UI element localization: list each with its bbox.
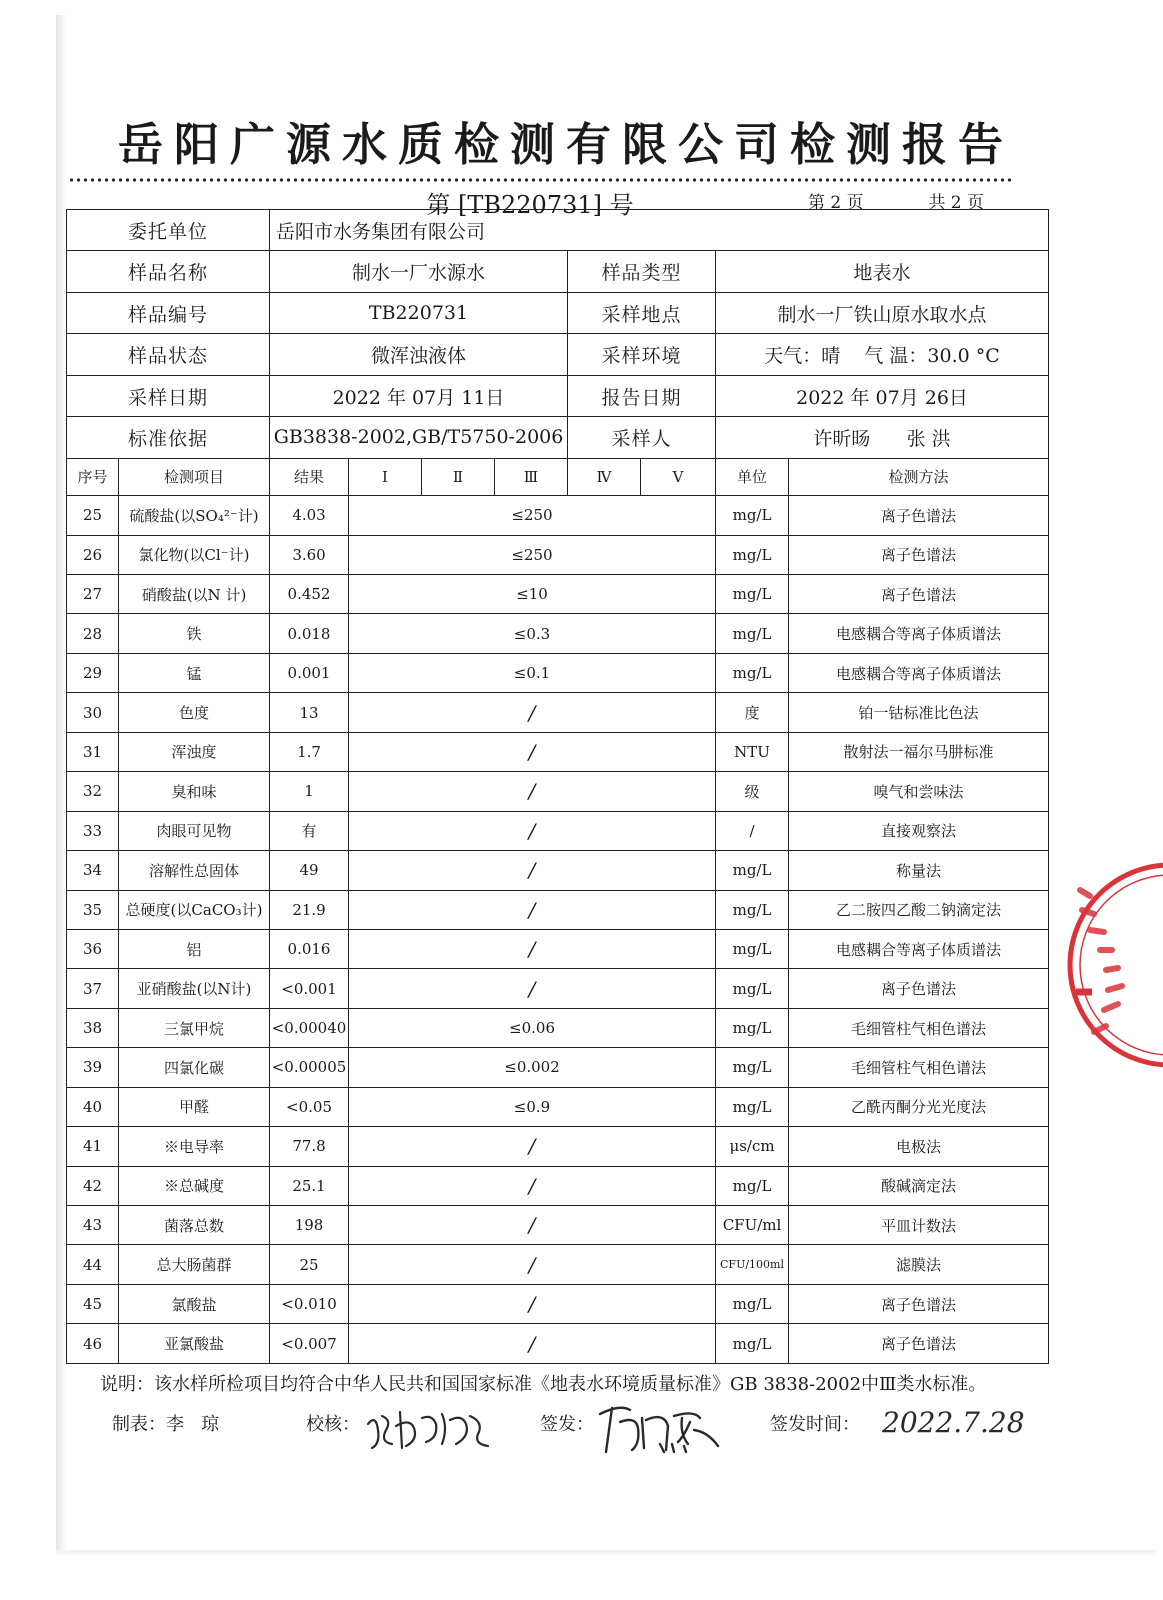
table-row [67,575,1049,614]
standard-value: GB3838-2002,GB/T5750-2006 [270,417,568,458]
row-item: 肉眼可见物 [119,811,270,850]
row-unit: CFU/ml [716,1206,789,1245]
row-limit: ≤10 [349,575,716,614]
table-row [67,811,1049,850]
row-result: 25.1 [270,1166,349,1205]
row-method: 酸碱滴定法 [789,1166,1049,1205]
row-unit: mg/L [716,1008,789,1047]
issuer-signature [590,1400,730,1460]
row-unit: mg/L [716,614,789,653]
row-no: 32 [67,772,119,811]
table-row [67,851,1049,890]
col-class-4: Ⅳ [568,458,641,495]
table-row [67,1245,1049,1284]
row-no: 36 [67,929,119,968]
row-no: 42 [67,1166,119,1205]
report-date-value: 2022 年 07月 26日 [716,375,1049,416]
row-limit: / [349,732,716,771]
col-item: 检测项目 [119,458,270,495]
row-method: 称量法 [789,851,1049,890]
row-result: <0.010 [270,1284,349,1323]
row-item: 色度 [119,693,270,732]
row-item: 氯化物(以Cl⁻计) [119,535,270,574]
header-row-state [67,334,1049,375]
sample-date-label: 采样日期 [67,375,270,416]
row-no: 45 [67,1284,119,1323]
row-unit: 级 [716,772,789,811]
row-method: 铂一钴标准比色法 [789,693,1049,732]
row-unit: mg/L [716,890,789,929]
row-method: 离子色谱法 [789,575,1049,614]
sample-name-label: 样品名称 [67,251,270,292]
reviewer-signature [362,1404,512,1452]
row-item: 总硬度(以CaCO₃计) [119,890,270,929]
table-row [67,969,1049,1008]
row-item: 四氯化碳 [119,1048,270,1087]
scan-bottom-edge [56,1550,1156,1556]
row-method: 嗅气和尝味法 [789,772,1049,811]
report-table [66,209,1049,1364]
row-limit: / [349,1284,716,1323]
row-unit: mg/L [716,969,789,1008]
row-unit: mg/L [716,575,789,614]
row-limit: ≤250 [349,535,716,574]
col-method: 检测方法 [789,458,1049,495]
issue-time-label: 签发时间： [770,1414,860,1435]
row-no: 31 [67,732,119,771]
row-result: 25 [270,1245,349,1284]
sampler-label: 采样人 [568,417,716,458]
row-method: 离子色谱法 [789,1284,1049,1323]
row-no: 33 [67,811,119,850]
row-method: 毛细管柱气相色谱法 [789,1048,1049,1087]
row-limit: ≤250 [349,496,716,535]
col-class-5: Ⅴ [641,458,716,495]
row-limit: / [349,693,716,732]
row-method: 直接观察法 [789,811,1049,850]
row-item: ※总碱度 [119,1166,270,1205]
row-result: <0.001 [270,969,349,1008]
row-result: 0.016 [270,929,349,968]
row-result: 有 [270,811,349,850]
row-unit: CFU/100ml [716,1245,789,1284]
table-row [67,614,1049,653]
report-note: 说明：该水样所检项目均符合中华人民共和国国家标准《地表水环境质量标准》GB 3838-2002中Ⅲ类水标准。 [100,1374,987,1395]
state-value: 微浑浊液体 [270,334,568,375]
row-limit: / [349,929,716,968]
row-item: 亚硝酸盐(以N计) [119,969,270,1008]
row-unit: mg/L [716,1324,789,1364]
row-limit: / [349,890,716,929]
row-unit: μs/cm [716,1127,789,1166]
row-result: <0.007 [270,1324,349,1364]
row-method: 离子色谱法 [789,496,1049,535]
row-no: 44 [67,1245,119,1284]
row-item: 硫酸盐(以SO₄²⁻计) [119,496,270,535]
client-label: 委托单位 [67,210,270,251]
table-row [67,732,1049,771]
table-row [67,1284,1049,1323]
row-limit: ≤0.002 [349,1048,716,1087]
row-item: 浑浊度 [119,732,270,771]
row-result: 21.9 [270,890,349,929]
row-result: 49 [270,851,349,890]
issuer-label: 签发： [540,1414,594,1435]
row-result: 1 [270,772,349,811]
row-method: 离子色谱法 [789,1324,1049,1364]
table-row [67,1166,1049,1205]
col-class-2: Ⅱ [422,458,495,495]
page-total: 共 2 页 [928,193,985,213]
reviewer-label: 校核： [306,1414,360,1435]
row-item: 铁 [119,614,270,653]
maker: 制表：李 琼 [112,1414,220,1435]
row-unit: mg/L [716,496,789,535]
row-result: 1.7 [270,732,349,771]
row-result: 4.03 [270,496,349,535]
row-item: 亚氯酸盐 [119,1324,270,1364]
row-unit: mg/L [716,1284,789,1323]
row-unit: mg/L [716,851,789,890]
row-item: 总大肠菌群 [119,1245,270,1284]
row-item: 硝酸盐(以N 计) [119,575,270,614]
row-no: 25 [67,496,119,535]
row-method: 电极法 [789,1127,1049,1166]
dotted-separator [68,177,1012,183]
row-item: 溶解性总固体 [119,851,270,890]
row-no: 40 [67,1087,119,1126]
row-no: 26 [67,535,119,574]
row-unit: mg/L [716,1087,789,1126]
row-no: 38 [67,1008,119,1047]
table-row [67,1048,1049,1087]
row-unit: / [716,811,789,850]
standard-label: 标准依据 [67,417,270,458]
report-number: 第 [TB220731] 号 [426,191,634,219]
row-method: 乙酰丙酮分光光度法 [789,1087,1049,1126]
row-item: 铝 [119,929,270,968]
page-current: 第 2 页 [808,193,864,213]
row-unit: mg/L [716,653,789,692]
table-row [67,1206,1049,1245]
issue-time-text: 2022.7.28 [882,1406,1025,1439]
row-limit: / [349,851,716,890]
row-item: 菌落总数 [119,1206,270,1245]
row-limit: ≤0.3 [349,614,716,653]
row-limit: / [349,969,716,1008]
row-limit: / [349,772,716,811]
row-method: 乙二胺四乙酸二钠滴定法 [789,890,1049,929]
row-limit: / [349,1324,716,1364]
table-row [67,1008,1049,1047]
row-method: 电感耦合等离子体质谱法 [789,614,1049,653]
table-row [67,653,1049,692]
row-unit: mg/L [716,1166,789,1205]
row-result: <0.00040 [270,1008,349,1047]
row-method: 离子色谱法 [789,535,1049,574]
table-row [67,1087,1049,1126]
stamp-lettering [1080,890,1122,1032]
row-item: 锰 [119,653,270,692]
row-item: 臭和味 [119,772,270,811]
site-value: 制水一厂铁山原水取水点 [716,292,1049,333]
row-result: 13 [270,693,349,732]
table-row [67,693,1049,732]
row-result: <0.05 [270,1087,349,1126]
sample-name-value: 制水一厂水源水 [270,251,568,292]
row-no: 28 [67,614,119,653]
sample-type-value: 地表水 [716,251,1049,292]
col-no: 序号 [67,458,119,495]
header-row-dates [67,375,1049,416]
header-row-client [67,210,1049,251]
row-limit: ≤0.06 [349,1008,716,1047]
col-class-1: Ⅰ [349,458,422,495]
row-no: 35 [67,890,119,929]
row-limit: ≤0.9 [349,1087,716,1126]
row-no: 39 [67,1048,119,1087]
row-no: 29 [67,653,119,692]
sample-no-value: TB220731 [270,292,568,333]
row-method: 离子色谱法 [789,969,1049,1008]
row-result: 0.452 [270,575,349,614]
row-item: ※电导率 [119,1127,270,1166]
row-result: 3.60 [270,535,349,574]
row-no: 27 [67,575,119,614]
table-row [67,496,1049,535]
table-row [67,1127,1049,1166]
row-limit: ≤0.1 [349,653,716,692]
official-stamp [1060,850,1163,1080]
row-limit: / [349,1166,716,1205]
row-limit: / [349,1127,716,1166]
sampler-value: 许昕旸 张 洪 [716,417,1049,458]
row-item: 氯酸盐 [119,1284,270,1323]
row-method: 毛细管柱气相色谱法 [789,1008,1049,1047]
row-no: 41 [67,1127,119,1166]
row-unit: mg/L [716,1048,789,1087]
report-date-label: 报告日期 [568,375,716,416]
row-result: 77.8 [270,1127,349,1166]
row-result: 198 [270,1206,349,1245]
env-label: 采样环境 [568,334,716,375]
header-row-sample-name [67,251,1049,292]
sample-type-label: 样品类型 [568,251,716,292]
issue-time-handwritten [878,1400,1025,1442]
row-method: 电感耦合等离子体质谱法 [789,929,1049,968]
row-method: 平皿计数法 [789,1206,1049,1245]
column-header-row [67,458,1049,495]
stamp-seal [1060,850,1163,1080]
row-method: 滤膜法 [789,1245,1049,1284]
col-unit: 单位 [716,458,789,495]
table-row [67,890,1049,929]
report-title: 岳阳广源水质检测有限公司检测报告 [118,118,1015,171]
row-no: 37 [67,969,119,1008]
row-item: 三氯甲烷 [119,1008,270,1047]
row-limit: / [349,1206,716,1245]
sample-no-label: 样品编号 [67,292,270,333]
row-no: 46 [67,1324,119,1364]
table-row [67,1324,1049,1364]
row-no: 34 [67,851,119,890]
row-method: 散射法一福尔马肼标准 [789,732,1049,771]
row-method: 电感耦合等离子体质谱法 [789,653,1049,692]
table-row [67,929,1049,968]
client-value: 岳阳市水务集团有限公司 [270,210,1049,251]
table-row [67,772,1049,811]
report-table-body [67,210,1049,1364]
row-unit: mg/L [716,929,789,968]
col-class-3: Ⅲ [495,458,568,495]
col-result: 结果 [270,458,349,495]
row-no: 30 [67,693,119,732]
sample-date-value: 2022 年 07月 11日 [270,375,568,416]
row-item: 甲醛 [119,1087,270,1126]
row-no: 43 [67,1206,119,1245]
header-row-sample-no [67,292,1049,333]
row-unit: NTU [716,732,789,771]
env-value: 天气：晴 气 温：30.0 °C [716,334,1049,375]
row-result: 0.001 [270,653,349,692]
state-label: 样品状态 [67,334,270,375]
row-limit: / [349,1245,716,1284]
row-limit: / [349,811,716,850]
site-label: 采样地点 [568,292,716,333]
row-result: 0.018 [270,614,349,653]
row-result: <0.00005 [270,1048,349,1087]
table-row [67,535,1049,574]
header-row-standard [67,417,1049,458]
row-unit: mg/L [716,535,789,574]
row-unit: 度 [716,693,789,732]
